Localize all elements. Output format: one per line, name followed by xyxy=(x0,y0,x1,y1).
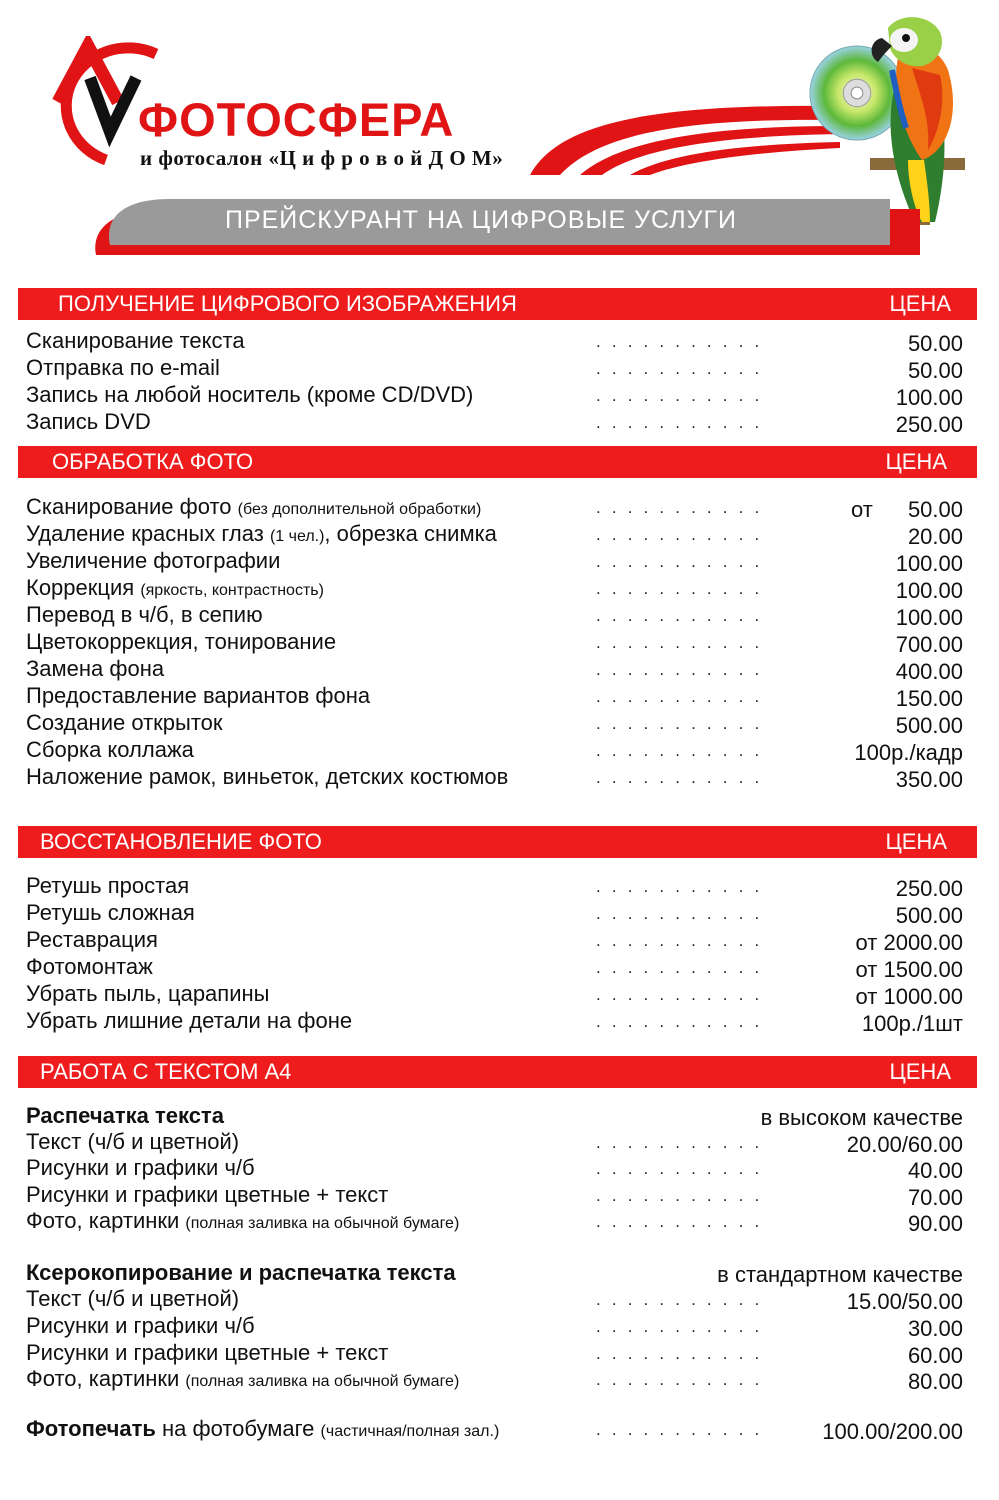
item-price: 100.00 xyxy=(895,385,963,410)
list-item: Коррекция (яркость, контрастность) . . . . . . . . . . . 100.00 xyxy=(26,575,963,603)
list-item: Фотомонтаж . . . . . . . . . . . от 1500.00 xyxy=(26,954,963,982)
price-column-label: ЦЕНА xyxy=(889,291,951,316)
section-bar-photo-processing xyxy=(18,446,977,478)
item-price: 100.00/200.00 xyxy=(822,1419,963,1444)
list-item: Рисунки и графики ч/б . . . . . . . . . . . 30.00 xyxy=(26,1313,963,1341)
quality-label: в высоком качестве xyxy=(760,1105,963,1130)
price-list-title: ПРЕЙСКУРАНТ НА ЦИФРОВЫЕ УСЛУГИ xyxy=(224,206,738,234)
brand-subtitle: и фотосалон «Ц и ф р о в о й Д О М» xyxy=(140,146,504,170)
list-item: Текст (ч/б и цветной) . . . . . . . . . . . 15.00/50.00 xyxy=(26,1286,963,1314)
item-price: 700.00 xyxy=(895,632,963,657)
list-item: Отправка по e-mail . . . . . . . . . . . 50.00 xyxy=(26,355,963,383)
list-item: Запись DVD . . . . . . . . . . . 250.00 xyxy=(26,409,963,437)
item-price: 90.00 xyxy=(907,1211,963,1236)
item-price: 100.00 xyxy=(895,578,963,603)
list-item: Сканирование текста . . . . . . . . . . . 50.00 xyxy=(26,328,963,356)
list-item: Рисунки и графики ч/б . . . . . . . . . . . 40.00 xyxy=(26,1155,963,1183)
list-item: Удаление красных глаз (1 чел.), обрезка снимка . . . . . . . . . . . 20.00 xyxy=(26,521,963,549)
list-item: Убрать лишние детали на фоне . . . . . . . . . . . 100р./1шт xyxy=(26,1008,963,1036)
list-item: Перевод в ч/б, в сепию . . . . . . . . . . . 100.00 xyxy=(26,602,963,630)
section-bar-text-a4 xyxy=(18,1056,977,1088)
section-title: РАБОТА С ТЕКСТОМ А4 xyxy=(40,1059,292,1084)
group-heading: Распечатка текста в высоком качестве xyxy=(26,1103,963,1130)
list-item: Предоставление вариантов фона . . . . . . . . . . . 150.00 xyxy=(26,683,963,711)
list-item: Замена фона . . . . . . . . . . . 400.00 xyxy=(26,656,963,684)
item-price: 100р./1шт xyxy=(861,1011,963,1036)
red-swoosh-decoration xyxy=(520,100,840,175)
parrot-icon xyxy=(860,10,990,225)
item-price: от 2000.00 xyxy=(855,930,963,955)
item-price: 500.00 xyxy=(895,713,963,738)
quality-label: в стандартном качестве xyxy=(717,1262,963,1287)
item-price: 50.00 xyxy=(907,358,963,383)
item-price: 30.00 xyxy=(907,1316,963,1341)
item-price: 100.00 xyxy=(895,605,963,630)
item-price: 40.00 xyxy=(907,1158,963,1183)
section-title: ВОССТАНОВЛЕНИЕ ФОТО xyxy=(40,829,322,854)
item-price: 250.00 xyxy=(895,412,963,437)
item-price: 250.00 xyxy=(895,876,963,901)
section-bar-photo-restoration xyxy=(18,826,977,858)
item-price: 350.00 xyxy=(895,767,963,792)
list-item: Убрать пыль, царапины . . . . . . . . . . . от 1000.00 xyxy=(26,981,963,1009)
list-item: Текст (ч/б и цветной) . . . . . . . . . . . 20.00/60.00 xyxy=(26,1129,963,1157)
item-price: 20.00 xyxy=(907,524,963,549)
item-price: 80.00 xyxy=(907,1369,963,1394)
item-price: 500.00 xyxy=(895,903,963,928)
list-item: Ретушь простая . . . . . . . . . . . 250.00 xyxy=(26,873,963,901)
item-price: от 1000.00 xyxy=(855,984,963,1009)
price-column-label: ЦЕНА xyxy=(889,1059,951,1084)
item-price: 150.00 xyxy=(895,686,963,711)
item-price: 100р./кадр xyxy=(854,740,963,765)
list-item: Рисунки и графики цветные + текст . . . . . . . . . . . 60.00 xyxy=(26,1340,963,1368)
list-item: Фото, картинки (полная заливка на обычной бумаге) . . . . . . . . . . . 90.00 xyxy=(26,1208,963,1236)
item-price: 50.00 xyxy=(907,497,963,522)
item-price: 20.00/60.00 xyxy=(846,1132,963,1157)
item-price: 60.00 xyxy=(907,1343,963,1368)
list-item: Цветокоррекция, тонирование . . . . . . . . . . . 700.00 xyxy=(26,629,963,657)
item-price: от 1500.00 xyxy=(855,957,963,982)
list-item: Фото, картинки (полная заливка на обычной бумаге) . . . . . . . . . . . 80.00 xyxy=(26,1366,963,1394)
list-item: Ретушь сложная . . . . . . . . . . . 500.00 xyxy=(26,900,963,928)
item-price: 100.00 xyxy=(895,551,963,576)
group-heading: Ксерокопирование и распечатка текста в стандартном качестве xyxy=(26,1260,963,1287)
item-price: 15.00/50.00 xyxy=(846,1289,963,1314)
list-item: Реставрация . . . . . . . . . . . от 2000.00 xyxy=(26,927,963,955)
list-item: Создание открыток . . . . . . . . . . . 500.00 xyxy=(26,710,963,738)
list-item: Сканирование фото (без дополнительной обработки) . . . . . . . . . . . от 50.00 xyxy=(26,494,963,522)
brand-title: ФОТОСФЕРА xyxy=(138,93,455,146)
list-item: Рисунки и графики цветные + текст . . . . . . . . . . . 70.00 xyxy=(26,1182,963,1210)
list-item: Увеличение фотографии . . . . . . . . . . . 100.00 xyxy=(26,548,963,576)
list-item: Наложение рамок, виньеток, детских костюмов . . . . . . . . . . . 350.00 xyxy=(26,764,963,792)
list-item-photo-print: Фотопечать на фотобумаге (частичная/полная зал.) . . . . . . . . . . . 100.00/200.00 xyxy=(26,1416,963,1444)
price-column-label: ЦЕНА xyxy=(885,449,947,474)
list-item: Сборка коллажа . . . . . . . . . . . 100р./кадр xyxy=(26,737,963,765)
list-item: Запись на любой носитель (кроме CD/DVD) . . . . . . . . . . . 100.00 xyxy=(26,382,963,410)
section-bar-digital-image xyxy=(18,288,977,320)
price-column-label: ЦЕНА xyxy=(885,829,947,854)
item-price: 50.00 xyxy=(907,331,963,356)
item-price: 70.00 xyxy=(907,1185,963,1210)
section-title: ОБРАБОТКА ФОТО xyxy=(52,449,254,474)
section-title: ПОЛУЧЕНИЕ ЦИФРОВОГО ИЗОБРАЖЕНИЯ xyxy=(58,291,517,316)
item-price: 400.00 xyxy=(895,659,963,684)
